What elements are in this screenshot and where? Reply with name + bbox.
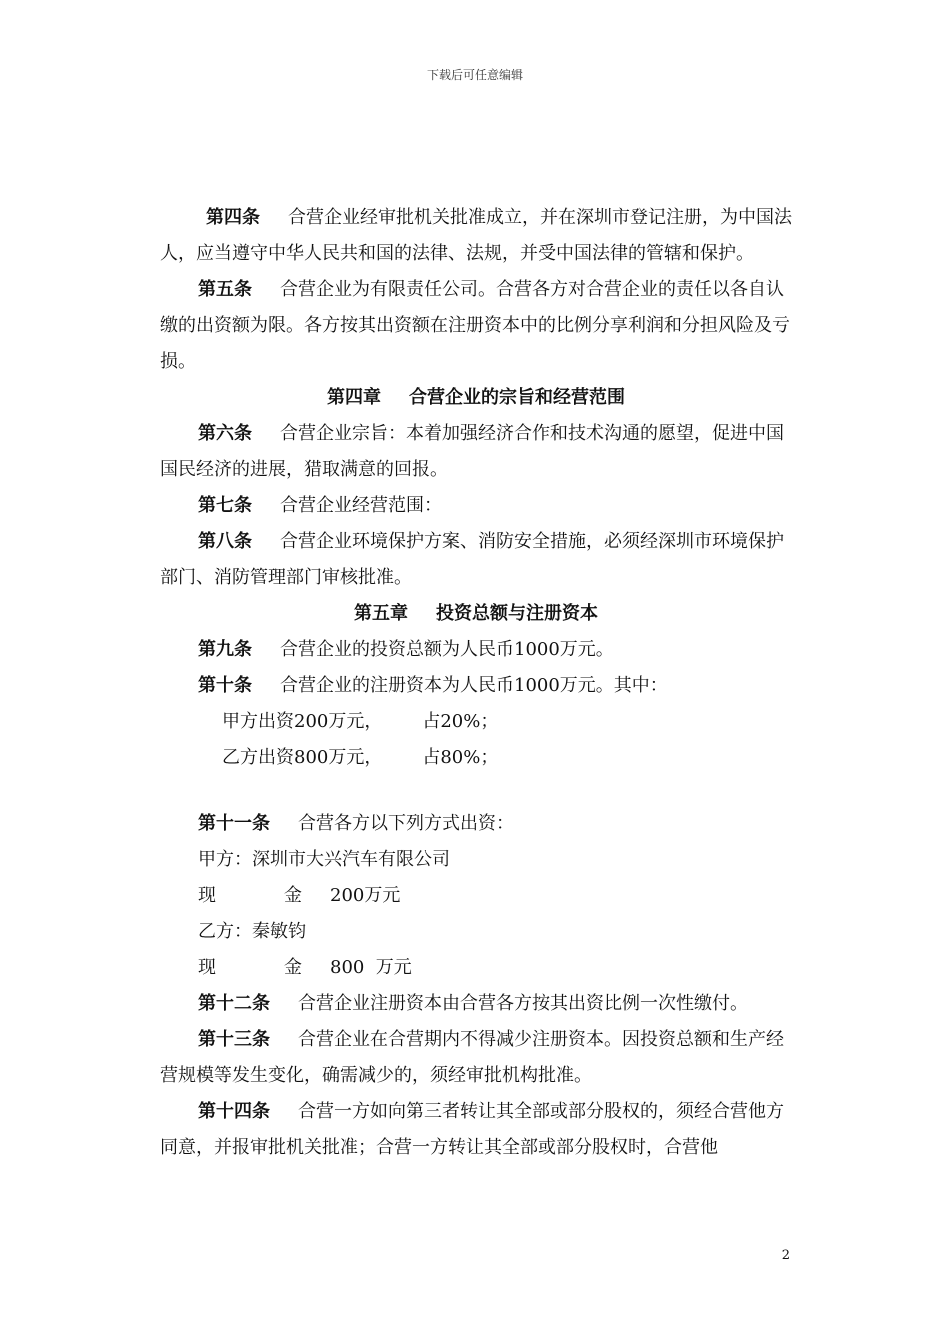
share-b-percent: 占80%；: [422, 747, 499, 768]
share-party-a: [160, 704, 792, 740]
party-b-name: 乙方：秦敏钧: [198, 921, 306, 942]
article-14: [160, 1094, 792, 1166]
article-4: [160, 200, 792, 272]
article-14-label: 第十四条: [198, 1101, 270, 1122]
party-a-cash: [160, 878, 792, 914]
cash-a-amount: 200万元: [330, 885, 401, 906]
article-4-label: 第四条: [206, 207, 260, 228]
article-5-text: 合营企业为有限责任公司。合营各方对合营企业的责任以各自认缴的出资额为限。各方按其出资额在注册资本中的比例分享利润和分担风险及亏损。: [160, 279, 790, 372]
article-13-text: 合营企业在合营期内不得减少注册资本。因投资总额和生产经营规模等发生变化，确需减少的，须经审批机构批准。: [160, 1029, 784, 1086]
share-b-amount: 乙方出资800万元，: [222, 747, 383, 768]
share-a-amount: 甲方出资200万元，: [222, 711, 383, 732]
article-6-text: 合营企业宗旨：本着加强经济合作和技术沟通的愿望，促进中国国民经济的进展，猎取满意的回报。: [160, 423, 784, 480]
chapter-5-heading: [160, 596, 792, 632]
article-11: [160, 806, 792, 842]
cash-a-char2: 金: [284, 885, 302, 906]
chapter-4-heading: [160, 380, 792, 416]
article-12-label: 第十二条: [198, 993, 270, 1014]
article-10: [160, 668, 792, 704]
share-party-b: [160, 740, 792, 776]
blank-line: [160, 776, 792, 806]
article-7-text: 合营企业经营范围：: [280, 495, 442, 516]
article-8-label: 第八条: [198, 531, 252, 552]
article-5-label: 第五条: [198, 279, 252, 300]
article-14-text: 合营一方如向第三者转让其全部或部分股权的，须经合营他方同意，并报审批机关批准；合营一方转让其全部或部分股权时，合营他: [160, 1101, 784, 1158]
article-13: [160, 1022, 792, 1094]
page-number: 2: [781, 1248, 790, 1263]
article-6: [160, 416, 792, 488]
article-12: [160, 986, 792, 1022]
party-b-cash: [160, 950, 792, 986]
article-9: [160, 632, 792, 668]
page-header: 下载后可任意编辑: [426, 68, 523, 82]
article-5: [160, 272, 792, 380]
chapter-4-title: 合营企业的宗旨和经营范围: [409, 387, 625, 408]
document-body: [160, 200, 792, 1166]
cash-b-amount: 800 万元: [330, 957, 412, 978]
party-a-name: 甲方：深圳市大兴汽车有限公司: [198, 849, 450, 870]
article-6-label: 第六条: [198, 423, 252, 444]
article-8: [160, 524, 792, 596]
chapter-4-label: 第四章: [327, 387, 381, 408]
article-13-label: 第十三条: [198, 1029, 270, 1050]
share-a-percent: 占20%；: [422, 711, 499, 732]
article-10-label: 第十条: [198, 675, 252, 696]
article-9-text: 合营企业的投资总额为人民币1000万元。: [280, 639, 614, 660]
article-9-label: 第九条: [198, 639, 252, 660]
article-7: [160, 488, 792, 524]
article-11-label: 第十一条: [198, 813, 270, 834]
cash-b-char1: 现: [198, 957, 216, 978]
article-8-text: 合营企业环境保护方案、消防安全措施，必须经深圳市环境保护部门、消防管理部门审核批准。: [160, 531, 784, 588]
article-10-text: 合营企业的注册资本为人民币1000万元。其中：: [280, 675, 668, 696]
article-12-text: 合营企业注册资本由合营各方按其出资比例一次性缴付。: [298, 993, 748, 1014]
chapter-5-title: 投资总额与注册资本: [436, 603, 598, 624]
chapter-5-label: 第五章: [354, 603, 408, 624]
cash-a-char1: 现: [198, 885, 216, 906]
cash-b-char2: 金: [284, 957, 302, 978]
article-11-text: 合营各方以下列方式出资：: [298, 813, 514, 834]
article-7-label: 第七条: [198, 495, 252, 516]
article-4-text: 合营企业经审批机关批准成立，并在深圳市登记注册，为中国法人，应当遵守中华人民共和国的法律、法规，并受中国法律的管辖和保护。: [160, 207, 792, 264]
